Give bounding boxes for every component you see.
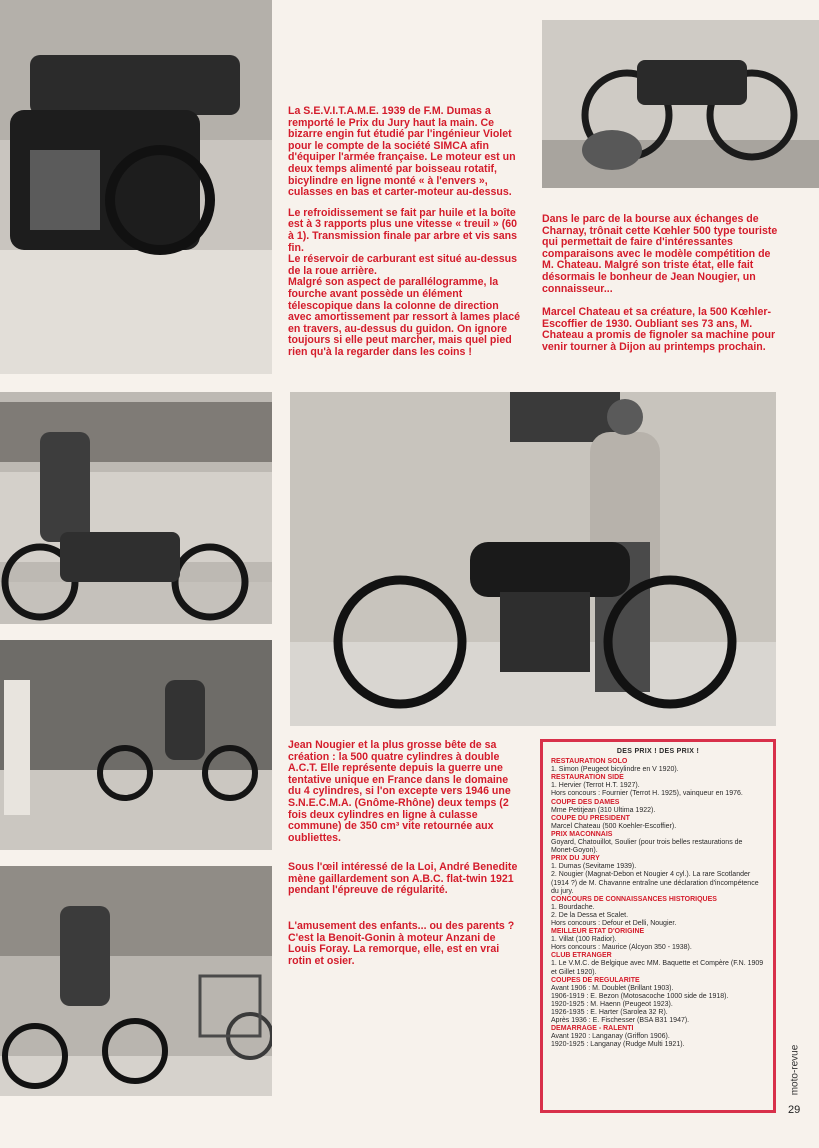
prize-entry: Avant 1920 : Langanay (Griffon 1906). <box>551 1033 670 1041</box>
prize-entry: 2. Nougier (Magnat-Debon et Nougier 4 cyl.). La rare Scotlander (1914 ?) de M. Chavanne entraîne une déclaration d'incompétence du jury. <box>551 871 759 895</box>
prize-entry: Hors concours : Maurice (Alcyon 350 - 1938). <box>551 944 692 952</box>
caption-sevitame-p1: La S.E.V.I.T.A.M.E. 1939 de F.M. Dumas a remporté le Prix du Jury haut la main. Ce bizarre engin fut étudié par l'ingénieur Violet pour le compte de la société SIMCA afin d'équiper l'armée française. Le moteur est un deux temps alimenté par boisseau rotatif, bicylindre en ligne monté « à l'envers », culasses en bas et carter-moteur au-dessus. <box>288 105 516 199</box>
prize-entry: 2. De la Dessa et Scalet. <box>551 911 629 919</box>
prize-category: MEILLEUR ETAT D'ORIGINE <box>551 928 645 936</box>
prize-entry: Mme Petitjean (310 Ultima 1922). <box>551 806 656 814</box>
prize-entry: Goyard, Chatouillot, Soulier (pour trois belles restaurations de Monet-Goyon). <box>551 839 743 855</box>
prize-entry: 1926-1935 : E. Harter (Sarolea 32 R). <box>551 1009 668 1016</box>
prize-list-title: DES PRIX ! DES PRIX ! <box>616 748 700 755</box>
prize-entry: 1. Hervier (Terrot H.T. 1927). <box>551 782 640 790</box>
photo-abc <box>0 640 272 850</box>
caption-nougier-text: Jean Nougier et la plus grosse bête de sa création : la 500 quatre cylindres à double A.C.T. Elle représente depuis la guerre une tentative unique en France dans le domaine du 4 cylindres, si l'on excepte vers 1946 une S.N.E.C.M.A. (Gnôme-Rhône) deux temps (2 fois deux cylindres en ligne à culasse commune) de 350 cm³ vite retournée aux oubliettes. <box>288 739 511 844</box>
magazine-name: moto-revue <box>789 1044 801 1096</box>
prize-entry: 1906-1919 : E. Bezon (Motosacoche 1000 side de 1918). <box>551 992 729 1000</box>
prize-category: CONCOURS DE CONNAISSANCES HISTORIQUES <box>551 895 717 903</box>
prize-entry: 1920-1925 : Langanay (Rudge Multi 1921). <box>551 1041 685 1049</box>
prize-entry: Avant 1906 : M. Doublet (Brillant 1903). <box>551 984 674 992</box>
caption-nougier <box>288 740 520 853</box>
caption-koehler-touriste: Dans le parc de la bourse aux échanges de Charnay, trônait cette Kœhler 500 type touriste qui permettait de faire d'intéressantes comparaisons avec le modèle compétition de M. Chateau. Malgré son triste état, elle fait désormais le bonheur de Jean Nougier, un connaisseur... <box>542 213 778 295</box>
prize-category: COUPE DU PRESIDENT <box>551 814 630 822</box>
prize-entry: 1. Bourdache. <box>551 903 595 911</box>
photo-sevitame <box>0 0 272 374</box>
caption-abc-text: Sous l'œil intéressé de la Loi, André Benedite mène gaillardement son A.B.C. flat-twin 1921 pendant l'épreuve de régularité. <box>288 861 518 897</box>
prize-entry: Marcel Chateau (500 Koehler-Escoffier). <box>551 822 677 830</box>
prize-category: CLUB ETRANGER <box>551 952 612 960</box>
prize-category: RESTAURATION SOLO <box>551 758 628 766</box>
photo-benoit-gonin <box>0 866 272 1096</box>
magazine-name-vertical <box>783 1040 807 1100</box>
caption-sevitame-p2: Le refroidissement se fait par huile et la boîte est à 3 rapports plus une vitesse « treuil » (60 à 1). Transmission finale par arbre et vis sans fin. <box>288 206 518 254</box>
prize-category: COUPE DES DAMES <box>551 798 620 806</box>
photo-koehler-touriste <box>542 20 819 188</box>
prize-category: COUPES DE REGULARITE <box>551 976 640 984</box>
caption-sevitame <box>288 106 520 367</box>
prize-list-lines <box>551 758 765 1049</box>
prize-category: PRIX MACONNAIS <box>551 830 613 838</box>
prize-entry: Hors concours : Defour et Delli, Nougier. <box>551 919 677 927</box>
caption-abc <box>288 862 520 906</box>
prize-category: PRIX DU JURY <box>551 855 600 863</box>
prize-entry: 1. Le V.M.C. de Belgique avec MM. Baquette et Compère (F.N. 1909 et Gillet 1920). <box>551 960 764 976</box>
photo-chateau <box>290 392 776 726</box>
prize-entry: 1. Dumas (Sevitame 1939). <box>551 863 637 871</box>
prize-entry: 1. Simon (Peugeot bicylindre en V 1920). <box>551 766 679 774</box>
caption-benoit-gonin <box>288 921 520 976</box>
prize-category: DEMARRAGE - RALENTI <box>551 1025 634 1033</box>
prize-entry: 1920-1925 : M. Haenn (Peugeot 1923). <box>551 1000 673 1008</box>
prize-category: RESTAURATION SIDE <box>551 774 624 782</box>
page-number: 29 <box>788 1104 801 1116</box>
caption-sevitame-p3: Le réservoir de carburant est situé au-dessus de la roue arrière. <box>288 253 518 277</box>
caption-koehler <box>542 214 780 363</box>
prize-entry: Hors concours : Fournier (Terrot H. 1925), vainqueur en 1976. <box>551 790 743 798</box>
caption-benoit-gonin-text: L'amusement des enfants... ou des parents ? C'est la Benoit-Gonin à moteur Anzani de Louis Foray. La remorque, elle, est en vrai rotin et osier. <box>288 920 515 967</box>
prize-entry: 1. Villat (100 Radior). <box>551 936 617 944</box>
caption-chateau: Marcel Chateau et sa créature, la 500 Kœhler-Escoffier de 1930. Oubliant ses 73 ans, M. Chateau a promis de fignoler sa machine pour venir tourner à Dijon au printemps prochain. <box>542 306 776 353</box>
prize-list-box <box>540 739 776 1113</box>
caption-sevitame-p4: Malgré son aspect de parallélogramme, la fourche avant possède un élément télescopique dans la colonne de direction avec amortissement par ressort à lames placé en travers, au-dessus du guidon. On ignore toujours si elle peut marcher, mais quel pied rien qu'à la regarder dans les coins ! <box>288 276 521 358</box>
prize-entry: Après 1936 : E. Fischesser (BSA B31 1947). <box>551 1017 690 1025</box>
photo-nougier <box>0 392 272 624</box>
